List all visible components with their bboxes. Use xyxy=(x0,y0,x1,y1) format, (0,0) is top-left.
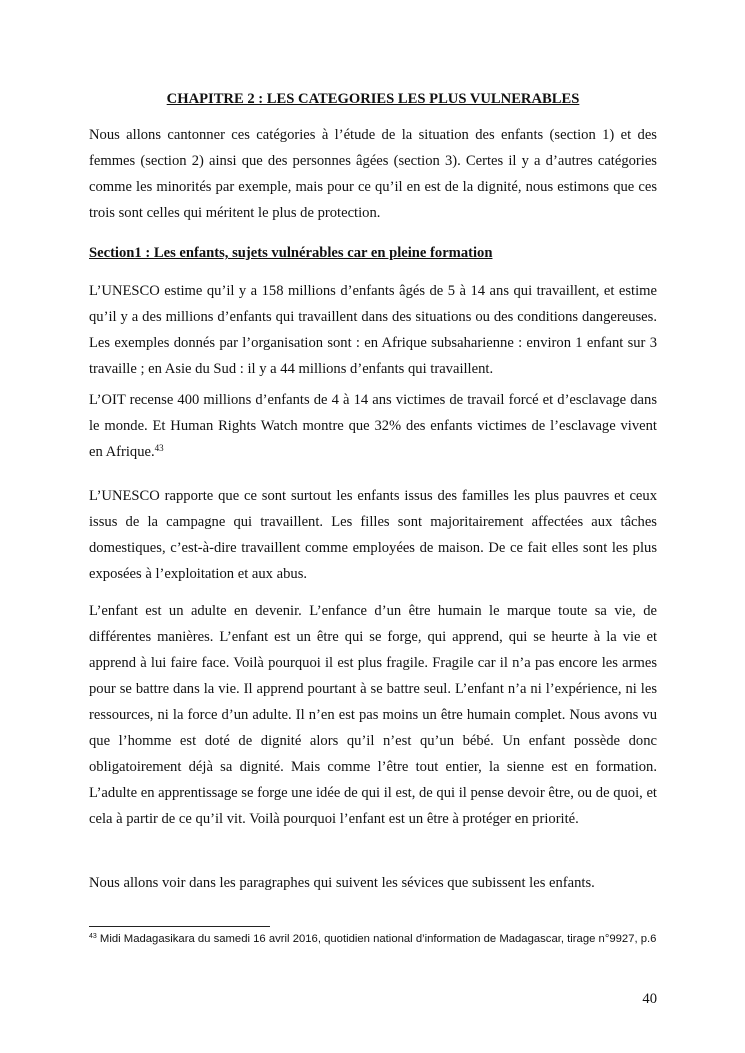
intro-paragraph: Nous allons cantonner ces catégories à l’étude de la situation des enfants (section 1) et des femmes (section 2) ainsi que des personnes âgées (section 3). Certes il y a d’autres catégories comme les minorités par exemple, mais pour ce qu’il en est de la dignité, nous estimons que ces trois sont celles qui méritent le plus de protection. xyxy=(89,127,657,221)
paragraph-oit-text: L’OIT recense 400 millions d’enfants de 4 à 14 ans victimes de travail forcé et d’esclavage dans le monde. Et Human Rights Watch montre que 32% des enfants victimes de l’esclavage vivent en Afrique. xyxy=(89,392,657,460)
footnote-reference[interactable]: 43 xyxy=(154,443,164,453)
chapter-title: CHAPITRE 2 : LES CATEGORIES LES PLUS VULNERABLES xyxy=(166,91,580,107)
footnote-number: 43 xyxy=(89,933,97,940)
paragraph-unesco-poverty: L’UNESCO rapporte que ce sont surtout les enfants issus des familles les plus pauvres et ceux issus de la campagne qui travaillent. Les filles sont majoritairement affectées aux tâches domestiques, c’est-à-dire travaillent comme employées de maison. De ce fait elles sont les plus exposées à l’exploitation et aux abus. xyxy=(89,488,657,582)
footnote-divider xyxy=(89,926,270,927)
paragraph-child-development: L’enfant est un adulte en devenir. L’enfance d’un être humain le marque toute sa vie, de différentes manières. L’enfant est un être qui se forge, qui apprend, qui se heurte à la vie et apprend à lui faire face. Voilà pourquoi il est plus fragile. Fragile car il n’a pas encore les armes pour se battre dans la vie. Il apprend pourtant à se battre seul. L’enfant n’a ni l’expérience, ni les ressources, ni la force d’un adulte. Il n’en est pas moins un être humain complet. Nous avons vu que l’homme est doté de dignité alors qu’il n’est qu’un bébé. Un enfant possède donc obligatoirement déjà sa dignité. Mais comme l’être tout entier, la sienne est en formation. L’adulte en apprentissage se forge une idée de qui il est, de qui il pense devoir être, ou de quoi, et cela à partir de ce qu’il vit. Voilà pourquoi l’enfant est un être à protéger en priorité. xyxy=(89,603,657,827)
section-title: Section1 : Les enfants, sujets vulnérables car en pleine formation xyxy=(89,245,493,261)
page-number: 40 xyxy=(642,991,657,1007)
paragraph-oit xyxy=(89,387,657,465)
footnote xyxy=(89,931,657,948)
paragraph-unesco-stats: L’UNESCO estime qu’il y a 158 millions d’enfants âgés de 5 à 14 ans qui travaillent, et estime qu’il y a des millions d’enfants qui travaillent dans des situations ou des conditions dangereuses. Les exemples donnés par l’organisation sont : en Afrique subsaharienne : environ 1 enfant sur 3 travaille ; en Asie du Sud : il y a 44 millions d’enfants qui travaillent. xyxy=(89,283,657,377)
footnote-text: Midi Madagasikara du samedi 16 avril 2016, quotidien national d’information de Madagascar, tirage n°9927, p.6 xyxy=(96,933,657,945)
paragraph-conclusion: Nous allons voir dans les paragraphes qui suivent les sévices que subissent les enfants. xyxy=(89,875,595,891)
